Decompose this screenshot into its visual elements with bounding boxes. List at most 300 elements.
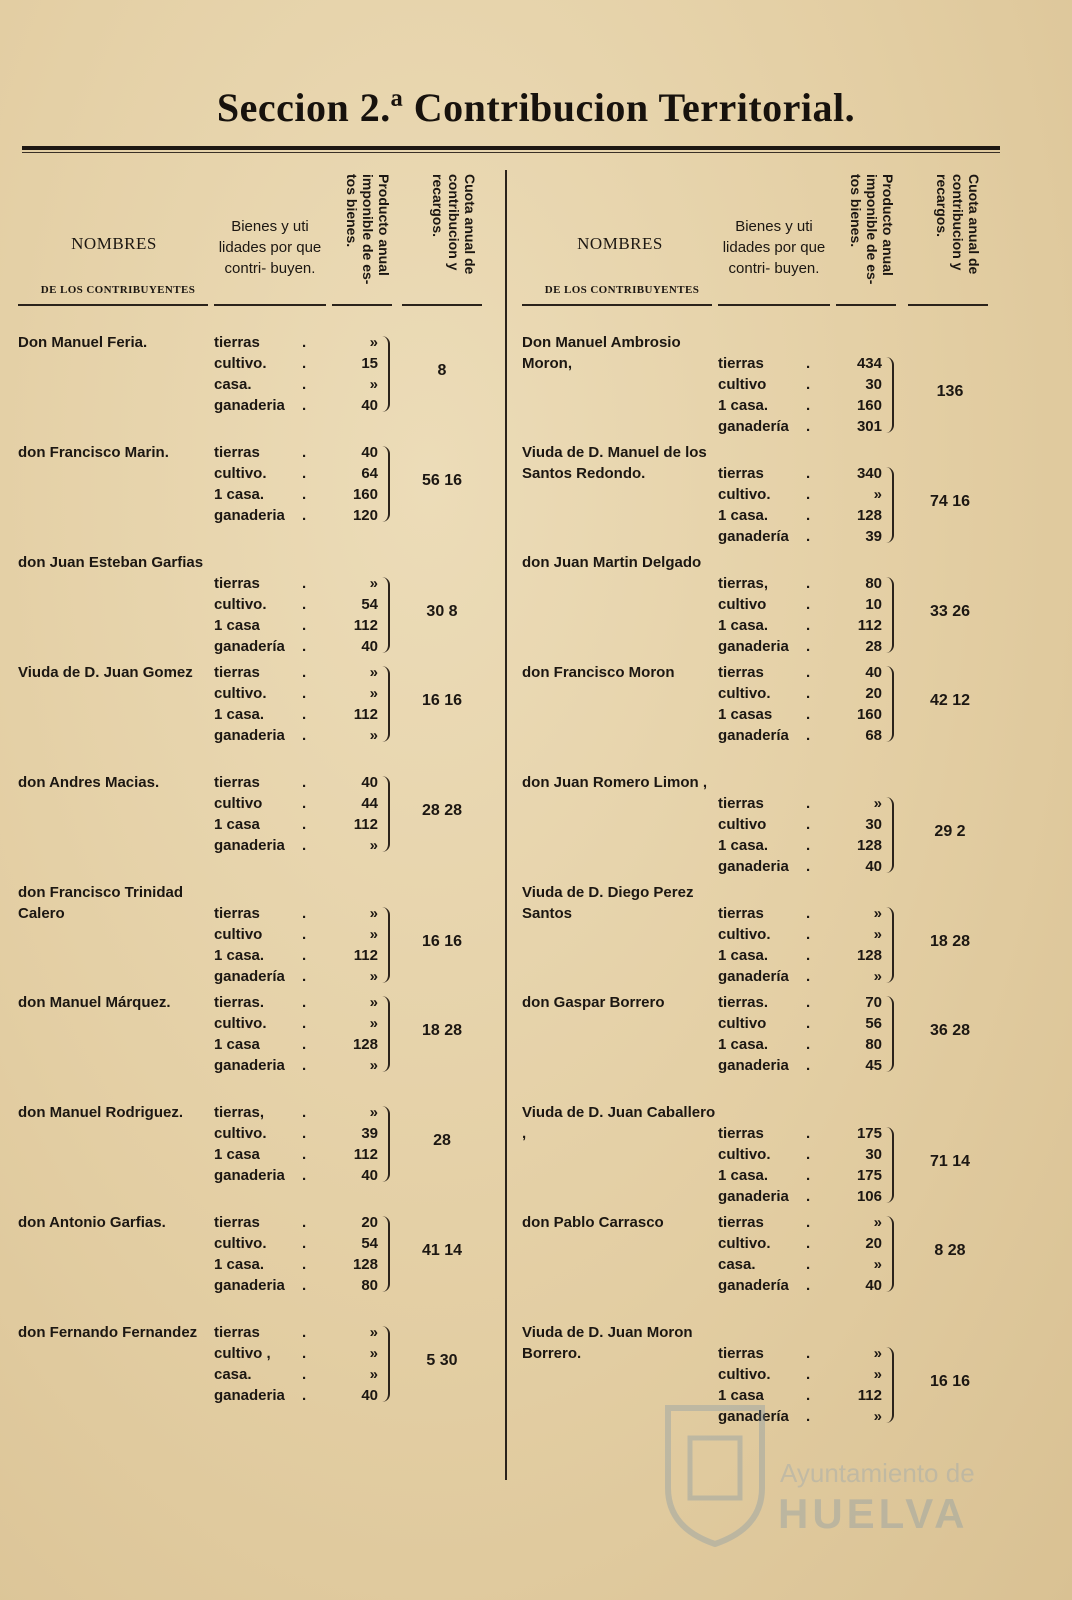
leader-dot: .: [806, 968, 811, 985]
header-nombres-sub: DE LOS CONTRIBUYENTES: [544, 284, 700, 296]
leader-dot: .: [302, 774, 307, 791]
bien-row: [214, 662, 392, 683]
bien-row: [718, 1254, 896, 1275]
producto-value: 160: [856, 397, 882, 414]
grouping-brace: [381, 336, 390, 412]
bien-label: cultivo.: [718, 1235, 771, 1252]
producto-value: 40: [361, 444, 378, 461]
bien-label: ganaderia: [718, 1057, 789, 1074]
bien-row: [214, 1144, 392, 1165]
contribuyente-name: don Francisco Moron: [522, 664, 675, 681]
producto-value: 68: [865, 727, 882, 744]
bien-row: [718, 966, 896, 987]
bien-row: [718, 1343, 896, 1364]
bien-row: [718, 1165, 896, 1186]
bien-row: [718, 1364, 896, 1385]
bien-row: [718, 1055, 896, 1076]
leader-dot: .: [302, 816, 307, 833]
bienes-list: [718, 992, 896, 1076]
bien-row: [214, 814, 392, 835]
right-table: [522, 168, 1000, 1432]
leader-dot: .: [806, 638, 811, 655]
header-underline: [908, 304, 988, 306]
producto-value: »: [873, 795, 882, 812]
contribuyente-name: don Andres Macias.: [18, 774, 160, 791]
producto-value: 112: [353, 816, 378, 833]
bien-row: [214, 636, 392, 657]
leader-dot: .: [302, 905, 307, 922]
leader-dot: .: [806, 1214, 811, 1231]
bien-label: tierras: [214, 1214, 260, 1231]
leader-dot: .: [806, 418, 811, 435]
bien-label: ganadería: [214, 638, 285, 655]
bien-label: cultivo: [718, 376, 767, 393]
producto-value: »: [873, 926, 882, 943]
bien-row: [214, 1123, 392, 1144]
page-title: Seccion 2.ª Contribucion Territorial.: [216, 85, 856, 130]
bien-label: cultivo: [214, 926, 263, 943]
producto-value: 112: [353, 1146, 378, 1163]
leader-dot: .: [806, 1125, 811, 1142]
cuota-value: 16 16: [421, 933, 463, 950]
contribuyente-name: don Juan Martin Delgado: [522, 554, 702, 571]
bien-label: tierras: [718, 664, 764, 681]
header-underline: [836, 304, 896, 306]
producto-value: »: [873, 968, 882, 985]
contribuyente-entry: [18, 442, 488, 552]
bien-label: cultivo ,: [214, 1345, 271, 1362]
header-underline: [214, 304, 326, 306]
leader-dot: .: [302, 1366, 307, 1383]
producto-value: »: [369, 837, 378, 854]
leader-dot: .: [302, 947, 307, 964]
producto-value: »: [369, 994, 378, 1011]
cuota-value: 28 28: [421, 802, 463, 819]
bien-label: 1 casa.: [718, 1167, 769, 1184]
bien-label: 1 casa: [718, 1387, 764, 1404]
producto-value: 340: [856, 465, 882, 482]
producto-value: 128: [856, 837, 882, 854]
leader-dot: .: [302, 376, 307, 393]
producto-value: 40: [361, 638, 378, 655]
bien-row: [718, 856, 896, 877]
bien-label: cultivo.: [214, 465, 267, 482]
bien-label: ganaderia: [718, 858, 789, 875]
bien-label: cultivo.: [214, 685, 267, 702]
leader-dot: .: [302, 444, 307, 461]
bien-label: ganaderia: [214, 507, 285, 524]
producto-value: 120: [352, 507, 378, 524]
leader-dot: .: [806, 706, 811, 723]
bien-row: [214, 1322, 392, 1343]
producto-value: 112: [353, 617, 378, 634]
header-nombres: NOMBRES: [71, 234, 157, 253]
contribuyente-entry: [18, 662, 488, 772]
bien-row: [214, 793, 392, 814]
leader-dot: .: [806, 465, 811, 482]
producto-value: 54: [361, 1235, 378, 1252]
bien-row: [718, 505, 896, 526]
contribuyente-name: don Francisco Marin.: [18, 444, 169, 461]
producto-value: 40: [361, 1167, 378, 1184]
bien-label: ganaderia: [214, 1057, 285, 1074]
bien-label: tierras,: [718, 575, 769, 592]
bien-row: [718, 1233, 896, 1254]
bien-row: [214, 725, 392, 746]
producto-value: 434: [856, 355, 882, 372]
bienes-list: [718, 573, 896, 657]
bien-row: [214, 992, 392, 1013]
contribuyente-entry: [18, 1102, 488, 1212]
bien-label: tierras,: [214, 1104, 265, 1121]
contribuyente-name: don Manuel Rodriguez.: [18, 1104, 183, 1121]
bien-label: 1 casa: [214, 617, 260, 634]
bien-row: [214, 1364, 392, 1385]
bien-row: [718, 615, 896, 636]
bien-row: [214, 1275, 392, 1296]
leader-dot: .: [302, 1167, 307, 1184]
bien-row: [718, 704, 896, 725]
header-underline: [718, 304, 830, 306]
bien-label: ganadería: [718, 1277, 789, 1294]
producto-value: »: [369, 664, 378, 681]
leader-dot: .: [302, 1146, 307, 1163]
header-bienes: Bienes y uti lidades por que contri- buyen.: [218, 218, 322, 277]
bien-row: [718, 924, 896, 945]
cuota-value: 56 16: [421, 472, 463, 489]
bien-row: [718, 573, 896, 594]
contribuyente-name: don Fernando Fernandez: [18, 1324, 198, 1341]
header-cuota: Cuota anual de contribucion y recargos.: [934, 174, 982, 275]
table-header: [522, 168, 1000, 308]
bien-row: [718, 662, 896, 683]
leader-dot: .: [806, 596, 811, 613]
producto-value: »: [369, 926, 378, 943]
bien-row: [214, 966, 392, 987]
leader-dot: .: [806, 1345, 811, 1362]
leader-dot: .: [806, 617, 811, 634]
bien-row: [718, 814, 896, 835]
contribuyente-name: Viuda de D. Juan Gomez: [18, 664, 193, 681]
leader-dot: .: [806, 685, 811, 702]
leader-dot: .: [806, 1057, 811, 1074]
bien-label: 1 casa.: [214, 947, 265, 964]
leader-dot: .: [806, 486, 811, 503]
leader-dot: .: [302, 355, 307, 372]
contribuyente-entry: [18, 552, 488, 662]
grouping-brace: [885, 577, 894, 653]
cuota-value: 16 16: [929, 1373, 971, 1390]
producto-value: 39: [361, 1125, 378, 1142]
bien-label: cultivo.: [214, 1125, 267, 1142]
bien-label: casa.: [718, 1256, 756, 1273]
bien-label: cultivo.: [214, 355, 267, 372]
leader-dot: .: [302, 1214, 307, 1231]
bien-row: [214, 594, 392, 615]
contribuyente-name: Viuda de D. Juan Moron Borrero.: [522, 1324, 693, 1362]
bien-row: [214, 1212, 392, 1233]
contribuyente-entry: [18, 772, 488, 882]
producto-value: 40: [865, 858, 882, 875]
bien-row: [718, 903, 896, 924]
producto-value: 40: [361, 1387, 378, 1404]
bien-label: ganadería: [718, 968, 789, 985]
leader-dot: .: [806, 376, 811, 393]
bien-row: [214, 353, 392, 374]
producto-value: 301: [856, 418, 882, 435]
cuota-value: 136: [936, 383, 964, 400]
bien-row: [214, 332, 392, 353]
producto-value: 15: [361, 355, 378, 372]
leader-dot: .: [806, 1387, 811, 1404]
leader-dot: .: [302, 727, 307, 744]
leader-dot: .: [302, 926, 307, 943]
header-cuota: Cuota anual de contribucion y recargos.: [430, 174, 478, 275]
contribuyente-entry: [522, 1102, 1000, 1212]
cuota-value: 8: [437, 362, 447, 379]
contribuyente-entry: [18, 1322, 488, 1432]
bienes-list: [718, 353, 896, 437]
producto-value: 30: [865, 1146, 882, 1163]
producto-value: »: [369, 1324, 378, 1341]
producto-value: »: [369, 1104, 378, 1121]
bien-label: tierras: [718, 905, 764, 922]
producto-value: »: [369, 575, 378, 592]
leader-dot: .: [302, 685, 307, 702]
bien-row: [718, 1013, 896, 1034]
leader-dot: .: [806, 947, 811, 964]
producto-value: 128: [352, 1036, 378, 1053]
cuota-value: 36 28: [929, 1022, 971, 1039]
header-nombres-sub: DE LOS CONTRIBUYENTES: [40, 284, 196, 296]
producto-value: »: [369, 1345, 378, 1362]
bien-label: tierras: [718, 1345, 764, 1362]
contribuyente-entry: [522, 332, 1000, 442]
leader-dot: .: [302, 1057, 307, 1074]
contribuyente-name: Viuda de D. Manuel de los Santos Redondo.: [522, 444, 707, 482]
producto-value: 80: [361, 1277, 378, 1294]
bienes-list: [214, 903, 392, 987]
bien-row: [718, 1212, 896, 1233]
bien-label: 1 casa.: [718, 837, 769, 854]
producto-value: 30: [865, 376, 882, 393]
bien-label: casa.: [214, 376, 252, 393]
leader-dot: .: [806, 664, 811, 681]
bien-row: [214, 1034, 392, 1055]
bien-row: [214, 395, 392, 416]
leader-dot: .: [806, 1408, 811, 1425]
bienes-list: [718, 463, 896, 547]
bien-row: [718, 636, 896, 657]
bien-row: [214, 374, 392, 395]
header-underline: [402, 304, 482, 306]
bienes-list: [718, 793, 896, 877]
header-bienes: Bienes y uti lidades por que contri- buyen.: [722, 218, 826, 277]
producto-value: 56: [865, 1015, 882, 1032]
bienes-list: [214, 662, 392, 746]
bienes-list: [214, 573, 392, 657]
bien-row: [214, 484, 392, 505]
producto-value: 30: [865, 816, 882, 833]
contribuyente-entry: [522, 882, 1000, 992]
bien-label: tierras: [718, 1214, 764, 1231]
bien-label: tierras: [214, 444, 260, 461]
grouping-brace: [885, 357, 894, 433]
bien-row: [718, 353, 896, 374]
leader-dot: .: [302, 968, 307, 985]
producto-value: 54: [361, 596, 378, 613]
cuota-value: 5 30: [426, 1352, 458, 1369]
producto-value: 20: [865, 685, 882, 702]
bien-row: [718, 1186, 896, 1207]
grouping-brace: [381, 446, 390, 522]
leader-dot: .: [806, 507, 811, 524]
bien-label: ganadería: [718, 1408, 789, 1425]
bien-label: cultivo: [718, 816, 767, 833]
bien-label: cultivo.: [214, 1235, 267, 1252]
bien-label: 1 casa.: [718, 617, 769, 634]
leader-dot: .: [806, 397, 811, 414]
leader-dot: .: [302, 617, 307, 634]
bien-row: [214, 772, 392, 793]
cuota-value: 33 26: [929, 603, 971, 620]
contribuyente-name: don Juan Romero Limon ,: [522, 774, 708, 791]
bien-label: 1 casa.: [718, 397, 769, 414]
bien-row: [718, 725, 896, 746]
leader-dot: .: [302, 575, 307, 592]
producto-value: 45: [865, 1057, 882, 1074]
bien-row: [718, 526, 896, 547]
bien-row: [214, 835, 392, 856]
bien-row: [214, 1385, 392, 1406]
bien-label: cultivo: [718, 1015, 767, 1032]
leader-dot: .: [806, 1277, 811, 1294]
contribuyente-entry: [522, 1212, 1000, 1322]
contribuyente-name: don Pablo Carrasco: [522, 1214, 664, 1231]
producto-value: 20: [865, 1235, 882, 1252]
bien-row: [718, 1034, 896, 1055]
producto-value: 40: [865, 664, 882, 681]
contribuyente-entry: [522, 772, 1000, 882]
grouping-brace: [381, 577, 390, 653]
leader-dot: .: [302, 507, 307, 524]
title-rule-thin: [22, 152, 1000, 153]
shield-icon: [660, 1398, 770, 1548]
bien-row: [214, 903, 392, 924]
bienes-list: [214, 992, 392, 1076]
grouping-brace: [381, 1216, 390, 1292]
bien-label: cultivo.: [718, 486, 771, 503]
leader-dot: .: [302, 1104, 307, 1121]
grouping-brace: [885, 666, 894, 742]
header-underline: [18, 304, 208, 306]
producto-value: 40: [361, 774, 378, 791]
producto-value: 175: [856, 1167, 882, 1184]
producto-value: »: [873, 1214, 882, 1231]
watermark: [660, 1398, 990, 1558]
cuota-value: 42 12: [929, 692, 971, 709]
leader-dot: .: [302, 1256, 307, 1273]
bien-label: 1 casa: [214, 1036, 260, 1053]
leader-dot: .: [302, 1387, 307, 1404]
bien-row: [214, 1254, 392, 1275]
bien-row: [214, 1013, 392, 1034]
bienes-list: [718, 903, 896, 987]
title-rule: [22, 146, 1000, 150]
producto-value: »: [369, 376, 378, 393]
bien-label: 1 casa.: [214, 486, 265, 503]
bien-label: tierras: [214, 774, 260, 791]
leader-dot: .: [302, 706, 307, 723]
bienes-list: [718, 1123, 896, 1207]
leader-dot: .: [302, 1324, 307, 1341]
bien-label: ganadería: [214, 968, 285, 985]
producto-value: 160: [856, 706, 882, 723]
bien-row: [214, 1233, 392, 1254]
bien-row: [214, 573, 392, 594]
producto-value: »: [873, 1366, 882, 1383]
producto-value: »: [369, 727, 378, 744]
bien-label: tierras.: [214, 994, 265, 1011]
bien-label: cultivo: [718, 596, 767, 613]
leader-dot: .: [806, 816, 811, 833]
bien-label: ganaderia: [214, 1387, 285, 1404]
leader-dot: .: [302, 1345, 307, 1362]
bienes-list: [214, 1212, 392, 1296]
contribuyente-entry: [522, 552, 1000, 662]
contribuyente-name: don Antonio Garfias.: [18, 1214, 166, 1231]
producto-value: »: [369, 1366, 378, 1383]
bien-row: [214, 945, 392, 966]
cuota-value: 29 2: [934, 823, 966, 840]
leader-dot: .: [302, 1235, 307, 1252]
producto-value: 112: [857, 1387, 882, 1404]
bien-label: 1 casa.: [214, 1256, 265, 1273]
bien-row: [214, 442, 392, 463]
leader-dot: .: [806, 1167, 811, 1184]
header-underline: [522, 304, 712, 306]
grouping-brace: [885, 907, 894, 983]
producto-value: 70: [865, 994, 882, 1011]
leader-dot: .: [302, 1125, 307, 1142]
leader-dot: .: [302, 994, 307, 1011]
contribuyente-name: Viuda de D. Diego Perez Santos: [522, 884, 694, 922]
grouping-brace: [381, 776, 390, 852]
bien-row: [214, 505, 392, 526]
bien-label: ganaderia: [214, 397, 285, 414]
bien-label: tierras: [214, 1324, 260, 1341]
producto-value: 10: [865, 596, 882, 613]
producto-value: 40: [865, 1277, 882, 1294]
bien-row: [214, 615, 392, 636]
producto-value: 112: [353, 706, 378, 723]
bien-row: [718, 1275, 896, 1296]
bien-label: ganaderia: [718, 638, 789, 655]
bien-row: [214, 1343, 392, 1364]
producto-value: »: [369, 968, 378, 985]
producto-value: »: [873, 1408, 882, 1425]
bienes-list: [214, 1322, 392, 1406]
bien-label: tierras: [718, 465, 764, 482]
producto-value: 112: [353, 947, 378, 964]
producto-value: 64: [361, 465, 378, 482]
bien-label: cultivo.: [718, 926, 771, 943]
leader-dot: .: [302, 397, 307, 414]
bien-row: [214, 1165, 392, 1186]
leader-dot: .: [806, 994, 811, 1011]
bien-label: 1 casa.: [718, 947, 769, 964]
bien-row: [214, 463, 392, 484]
